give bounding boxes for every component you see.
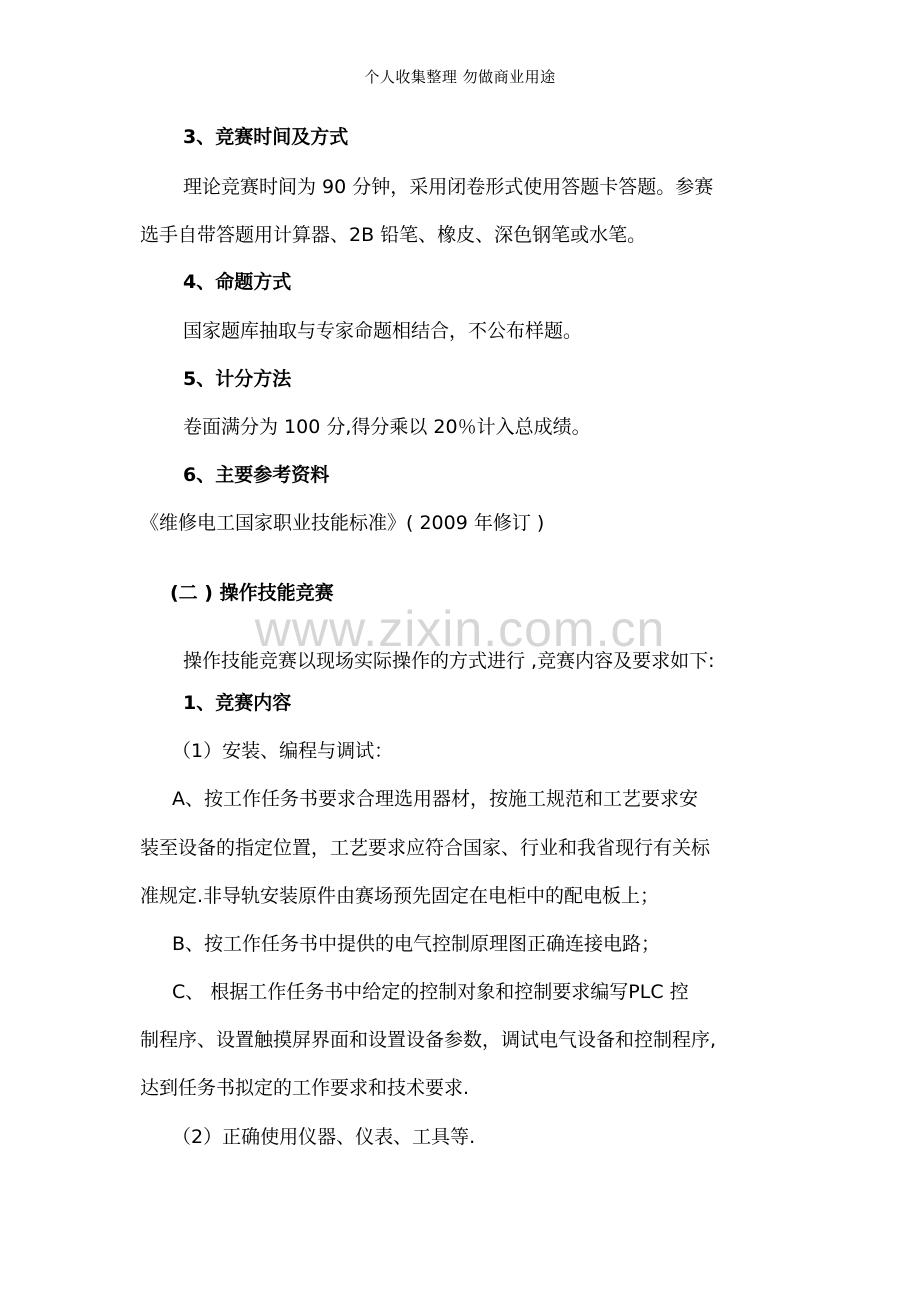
section-heading-scoring: 5、计分方法 [183,368,292,390]
paragraph-line: C、 根据工作任务书中给定的控制对象和控制要求编写PLC 控 [172,981,689,1003]
section-heading-competition-content: 1、竞赛内容 [183,692,292,714]
paragraph-line: 装至设备的指定位置，工艺要求应符合国家、行业和我省现行有关标 [140,837,711,859]
paragraph-line: 理论竞赛时间为 90 分钟，采用闭卷形式使用答题卡答题。参赛 [183,176,714,198]
paragraph-line: 国家题库抽取与专家命题相结合，不公布样题。 [183,320,583,342]
paragraph-line: 准规定.非导轨安装原件由赛场预先固定在电柜中的配电板上； [140,885,660,907]
paragraph-line: （1）安装、编程与调试： [172,740,394,762]
paragraph-line: 操作技能竞赛以现场实际操作的方式进行 ,竞赛内容及要求如下: [183,650,715,672]
paragraph-line: B、按工作任务书中提供的电气控制原理图正确连接电路； [172,933,661,955]
section-heading-practical-skills: (二 ) 操作技能竞赛 [170,582,334,604]
section-heading-question-method: 4、命题方式 [183,271,292,293]
paragraph-line: 《维修电工国家职业技能标准》( 2009 年修订 ) [140,512,545,534]
paragraph-line: 制程序、设置触摸屏界面和设置设备参数，调试电气设备和控制程序, [140,1029,717,1051]
page-header: 个人收集整理 勿做商业用途 [364,68,556,86]
paragraph-line: 达到任务书拟定的工作要求和技术要求. [140,1077,470,1099]
paragraph-line: 选手自带答题用计算器、2B 铅笔、橡皮、深色钢笔或水笔。 [140,224,647,246]
section-heading-references: 6、主要参考资料 [183,464,330,486]
watermark: www.zixin.com.cn [254,601,666,657]
section-heading-competition-time: 3、竞赛时间及方式 [183,126,349,148]
paragraph-line: 卷面满分为 100 分,得分乘以 20％计入总成绩。 [183,416,591,438]
paragraph-line: （2）正确使用仪器、仪表、工具等. [172,1126,476,1148]
paragraph-line: A、按工作任务书要求合理选用器材，按施工规范和工艺要求安 [172,788,698,810]
